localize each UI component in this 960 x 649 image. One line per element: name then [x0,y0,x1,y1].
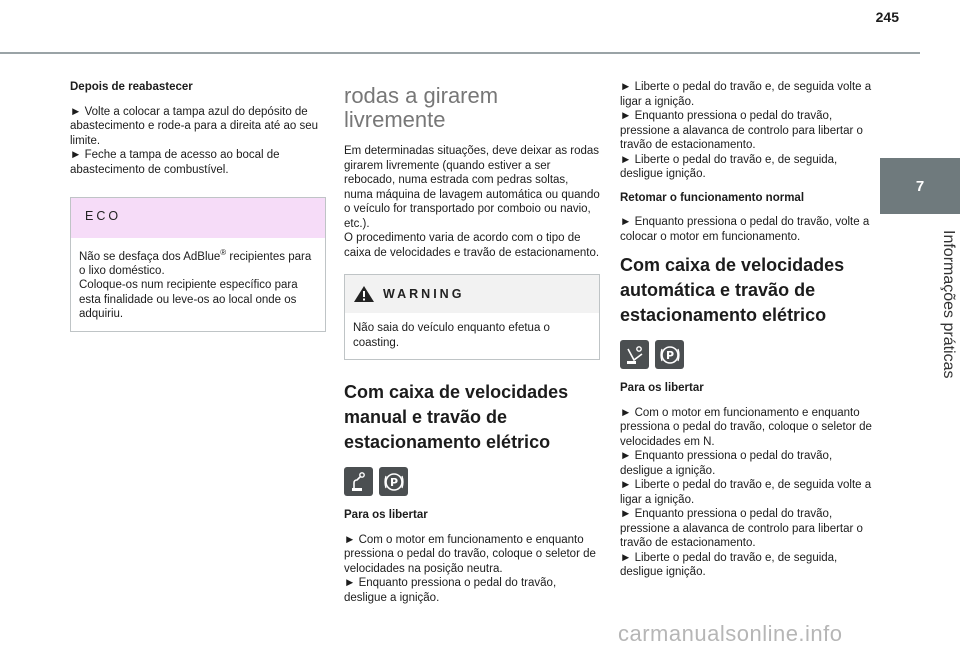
section-heading-automatic: Com caixa de velocidades automática e travão de estacionamento elétrico [620,255,845,325]
warning-box-title: WARNING [383,286,465,301]
bullet-item: ► Enquanto pressiona o pedal do travão, desligue a ignição. [620,450,833,477]
subheading-after-refuel: Depois de reabastecer [70,81,193,93]
section-title-free-wheeling: rodas a girarem livremente [344,83,499,132]
bullet-list [344,533,600,606]
subheading-resume: Retomar o funcionamento normal [620,191,805,204]
chapter-tab-label [878,230,957,379]
bullet-item: ► Feche a tampa de acesso ao bocal de abastecimento de combustível. [70,149,280,176]
warning-triangle-icon [353,285,375,303]
column-2 [344,84,600,605]
eco-text-2: recipientes para o lixo doméstico. [79,250,312,277]
svg-text:P: P [665,348,674,362]
eco-box-body [71,238,325,331]
page-number: 245 [875,9,899,25]
bullet-item: ► Enquanto pressiona o pedal do travão, pressione a alavanca de controlo para libertar o travão de estacionamento. [620,110,863,151]
intro-paragraph: Em determinadas situações, deve deixar as rodas girarem livremente (quando estiver a ser rebocado, numa estrada com pedras soltas, numa máquina de lavagem automática ou quando o veículo for transportado por comboio ou navio, etc.). [344,145,600,230]
chapter-label-text: Informações práticas [940,230,957,379]
bullet-item: ► Enquanto pressiona o pedal do travão, pressione a alavanca de controlo para libertar o travão de estacionamento. [620,508,863,549]
warning-box [344,274,600,360]
bullet-list [70,105,326,178]
bullet-item: ► Liberte o pedal do travão e, de seguida volte a ligar a ignição. [620,81,872,108]
watermark: carmanualsonline.info [618,621,843,646]
column-1 [70,80,326,332]
bullet-item: ► Com o motor em funcionamento e enquanto pressiona o pedal do travão, coloque o seletor de velocidades em N. [620,406,872,448]
bullet-item: ► Volte a colocar a tampa azul do depósito de abastecimento e rode-a para a direita até ao seu limite. [70,105,319,147]
top-rule [0,52,920,54]
eco-text-1: Não se desfaça dos AdBlue [79,250,221,263]
bullet-item: ► Liberte o pedal do travão e, de seguida, desligue ignição. [620,551,838,578]
parking-brake-icon [379,467,408,496]
procedure-paragraph: O procedimento varia de acordo com o tipo de caixa de velocidades e travão de estacionamento. [344,232,600,259]
parking-brake-icon [655,340,684,369]
icon-row [620,340,876,369]
eco-box [70,197,326,332]
automatic-gearbox-icon [620,340,649,369]
bullet-list [620,80,876,182]
bullet-list [620,406,876,580]
eco-box-title: ECO [71,198,325,238]
bullet-item: ► Liberte o pedal do travão e, de seguida volte a ligar a ignição. [620,479,872,506]
warning-box-body: Não saia do veículo enquanto efetua o coasting. [353,322,550,349]
eco-text-3: Coloque-os num recipiente específico para esta finalidade ou leve-os ao local onde os adquiriu. [79,279,298,321]
bullet-item: ► Liberte o pedal do travão e, de seguida, desligue ignição. [620,153,838,180]
subheading-release: Para os libertar [344,509,428,521]
section-heading-manual: Com caixa de velocidades manual e travão de estacionamento elétrico [344,382,569,452]
column-3 [620,80,876,580]
subheading-release: Para os libertar [620,382,704,394]
svg-text:P: P [389,475,398,489]
manual-gearbox-icon [344,467,373,496]
warning-box-header [345,275,599,313]
bullet-item: ► Enquanto pressiona o pedal do travão, desligue a ignição. [344,577,557,604]
icon-row [344,467,600,496]
bullet-item: ► Com o motor em funcionamento e enquanto pressiona o pedal do travão, coloque o seletor de velocidades na posição neutra. [344,533,596,575]
registered-mark: ® [220,247,227,257]
chapter-tab-number: 7 [880,158,960,214]
resume-bullet: ► Enquanto pressiona o pedal do travão, volte a colocar o motor em funcionamento. [620,216,870,243]
